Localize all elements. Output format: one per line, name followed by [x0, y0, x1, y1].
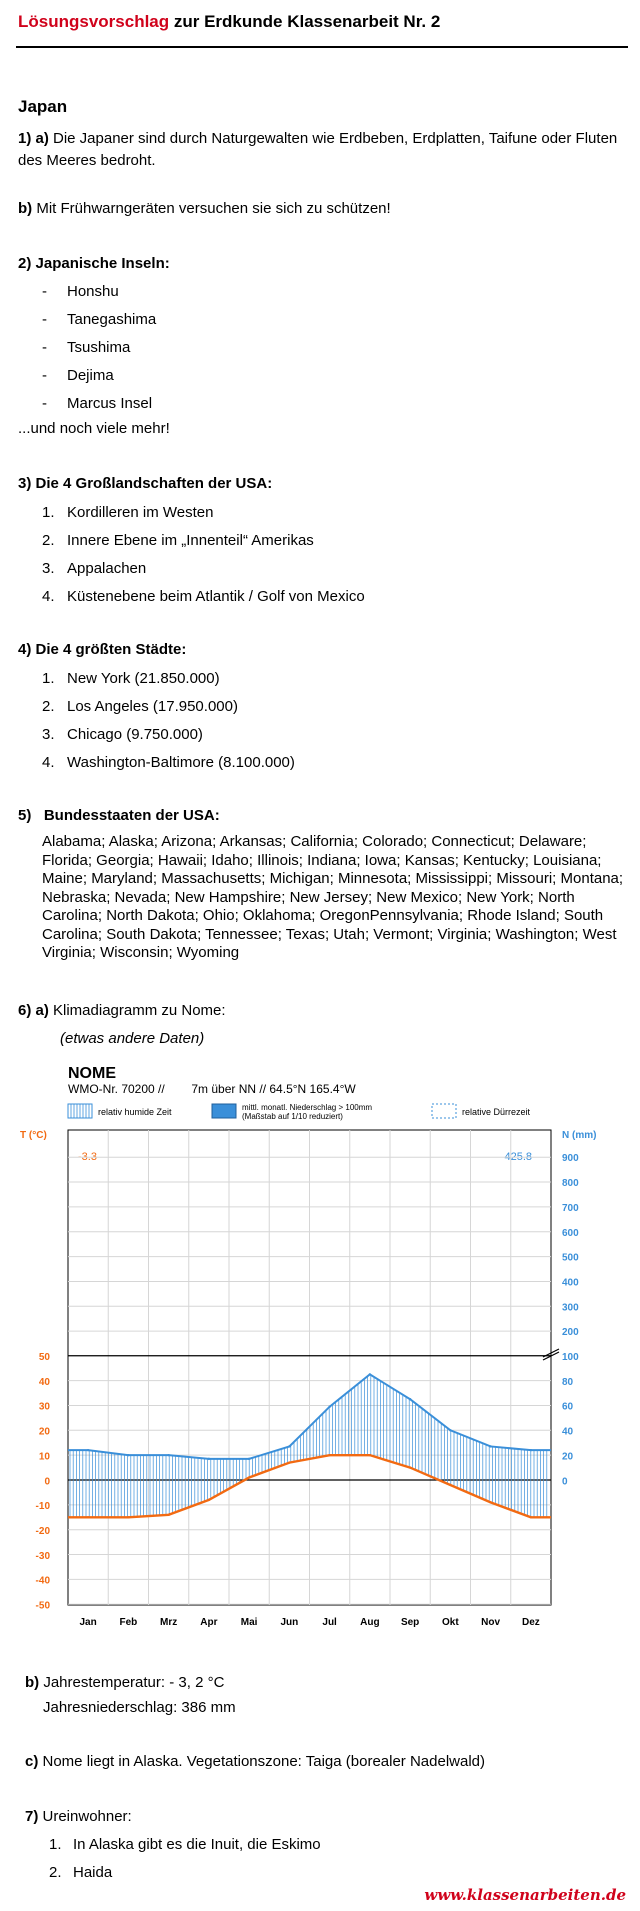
precipitation-point	[328, 1405, 330, 1407]
month-label: Jan	[79, 1617, 97, 1628]
islands-more: ...und noch viele mehr!	[18, 420, 170, 437]
temperature-point	[288, 1461, 290, 1463]
temperature-point	[248, 1476, 250, 1478]
island-item: Marcus Insel	[67, 395, 153, 412]
month-label: Okt	[442, 1617, 459, 1628]
precipitation-point	[208, 1458, 210, 1460]
temperature-point	[369, 1454, 371, 1456]
section-heading-natives: 7) Ureinwohner:	[25, 1808, 132, 1825]
section-heading-cities: 4) Die 4 größten Städte:	[18, 641, 187, 658]
temperature-point	[530, 1516, 532, 1518]
temperature-point	[489, 1501, 491, 1503]
answer-1a: 1) a) Die Japaner sind durch Naturgewalten wie Erdbeben, Erdplatten, Taifune oder Fluten des Meeres bedroht.	[18, 130, 618, 169]
answer-6b-precip: Jahresniederschlag: 386 mm	[43, 1699, 236, 1716]
left-axis-label: T (°C)	[20, 1130, 47, 1141]
native-item: In Alaska gibt es die Inuit, die Eskimo	[73, 1836, 321, 1853]
month-label: Nov	[481, 1617, 501, 1628]
chart-subtitle: WMO-Nr. 70200 // 7m über NN // 64.5°N 165.4°W	[68, 1082, 356, 1096]
temperature-point	[167, 1514, 169, 1516]
legend-precip-swatch	[212, 1104, 236, 1118]
landscape-item: Innere Ebene im „Innenteil“ Amerikas	[67, 532, 314, 549]
landscape-item-marker: 3.	[42, 560, 55, 577]
right-tick-label: 300	[562, 1302, 579, 1314]
island-item: Tanegashima	[67, 311, 157, 328]
right-tick-label: 800	[562, 1178, 579, 1190]
right-tick-label: 400	[562, 1277, 579, 1289]
island-item: Dejima	[67, 367, 114, 384]
month-label: Aug	[360, 1617, 380, 1628]
island-item-marker: -	[42, 311, 47, 328]
temperature-point	[208, 1499, 210, 1501]
island-item: Tsushima	[67, 339, 131, 356]
city-item: New York (21.850.000)	[67, 670, 220, 687]
annual-temp-label: -3.3	[78, 1151, 97, 1163]
precipitation-point	[530, 1449, 532, 1451]
temperature-point	[87, 1516, 89, 1518]
city-item: Washington-Baltimore (8.100.000)	[67, 754, 295, 771]
legend-precip-label-2: (Maßstab auf 1/10 reduziert)	[242, 1112, 343, 1121]
city-item-marker: 3.	[42, 726, 55, 743]
chart-grid	[68, 1130, 559, 1605]
climate-chart	[0, 1060, 640, 1640]
right-tick-label: 80	[562, 1376, 574, 1388]
city-item: Los Angeles (17.950.000)	[67, 698, 238, 715]
legend-humid-label: relativ humide Zeit	[98, 1107, 172, 1117]
annual-precip-label: 425.8	[504, 1151, 532, 1163]
precipitation-point	[489, 1445, 491, 1447]
island-item-marker: -	[42, 283, 47, 300]
island-item-marker: -	[42, 367, 47, 384]
chart-ticks	[36, 1153, 580, 1628]
month-label: Apr	[200, 1617, 218, 1628]
page-title: Lösungsvorschlag zur Erdkunde Klassenarbeit Nr. 2	[18, 12, 441, 31]
month-label: Mai	[240, 1617, 258, 1628]
left-tick-label: -30	[35, 1550, 50, 1562]
month-label: Jun	[280, 1617, 299, 1628]
right-tick-label: 600	[562, 1227, 579, 1239]
right-tick-label: 700	[562, 1202, 579, 1214]
chart-title: NOME	[68, 1065, 116, 1082]
month-label: Sep	[400, 1617, 420, 1628]
right-tick-label: 200	[562, 1327, 579, 1339]
left-tick-label: -10	[35, 1501, 50, 1513]
header-divider	[16, 46, 628, 48]
temperature-point	[127, 1516, 129, 1518]
temperature-point	[449, 1484, 451, 1486]
site-logo[interactable]: www.klassenarbeiten.de	[424, 1886, 626, 1904]
month-label: Mrz	[160, 1617, 178, 1628]
island-item-marker: -	[42, 395, 47, 412]
right-tick-label: 20	[562, 1451, 574, 1463]
precipitation-point	[87, 1449, 89, 1451]
legend-dry-swatch	[432, 1104, 456, 1118]
left-tick-label: 30	[38, 1401, 50, 1413]
section-heading-islands: 2) Japanische Inseln:	[18, 255, 170, 272]
right-tick-label: 500	[562, 1252, 579, 1264]
answer-6c: c) Nome liegt in Alaska. Vegetationszone: Taiga (borealer Nadelwald)	[25, 1753, 485, 1770]
left-tick-label: -40	[35, 1575, 50, 1587]
island-item: Honshu	[67, 283, 119, 300]
city-item-marker: 1.	[42, 670, 55, 687]
left-tick-label: 40	[38, 1376, 50, 1388]
right-tick-label: 40	[562, 1426, 574, 1438]
precipitation-point	[449, 1429, 451, 1431]
landscape-item: Appalachen	[67, 560, 147, 577]
precipitation-point	[409, 1398, 411, 1400]
left-tick-label: -50	[35, 1600, 50, 1612]
climate-note: (etwas andere Daten)	[60, 1030, 205, 1047]
answer-6b-temp: b) Jahrestemperatur: - 3, 2 °C	[25, 1674, 225, 1691]
legend-dry-label: relative Dürrezeit	[462, 1107, 531, 1117]
city-item-marker: 4.	[42, 754, 55, 771]
precipitation-point	[167, 1454, 169, 1456]
city-item-marker: 2.	[42, 698, 55, 715]
legend-precip-label-1: mittl. monatl. Niederschlag > 100mm	[242, 1103, 373, 1112]
island-item-marker: -	[42, 339, 47, 356]
landscape-item-marker: 1.	[42, 504, 55, 521]
answer-1b: b) Mit Frühwarngeräten versuchen sie sich zu schützen!	[18, 200, 391, 217]
native-item-marker: 1.	[49, 1836, 62, 1853]
left-tick-label: -20	[35, 1525, 50, 1537]
native-item-marker: 2.	[49, 1864, 62, 1881]
month-label: Dez	[521, 1617, 540, 1628]
legend-humid-hatch	[71, 1104, 89, 1118]
left-tick-label: 20	[38, 1426, 50, 1438]
month-label: Jul	[322, 1617, 337, 1628]
precipitation-point	[127, 1454, 129, 1456]
section-heading-japan: Japan	[18, 97, 68, 116]
section-heading-states: 5) Bundesstaaten der USA:	[18, 807, 220, 824]
left-tick-label: 50	[38, 1352, 50, 1363]
section-heading-landscapes: 3) Die 4 Großlandschaften der USA:	[18, 475, 273, 492]
city-item: Chicago (9.750.000)	[67, 726, 203, 743]
temperature-point	[328, 1454, 330, 1456]
precipitation-point	[288, 1445, 290, 1447]
landscape-item: Küstenebene beim Atlantik / Golf von Mexico	[67, 588, 365, 605]
temperature-point	[409, 1466, 411, 1468]
landscape-item-marker: 4.	[42, 588, 55, 605]
right-tick-label: 0	[562, 1476, 568, 1488]
month-label: Feb	[119, 1617, 138, 1628]
landscape-item-marker: 2.	[42, 532, 55, 549]
section-heading-climate: 6) a) Klimadiagramm zu Nome:	[18, 1002, 226, 1019]
precipitation-point	[369, 1373, 371, 1375]
states-text: Alabama; Alaska; Arizona; Arkansas; California; Colorado; Connecticut; Delaware; Florida; Georgia; Hawaii; Idaho; Illinois; Indiana; Iowa; Kansas; Kentucky; Louisiana; Maine; Maryland; Massachusetts; Michigan; Minnesota; Mississippi; Missouri; Montana; Nebraska; Nevada; New Hampshire; New Jersey; New Mexico; New York; North Carolina; North Dakota; Ohio; Oklahoma; OregonPennsylvania; Rhode Island; South Carolina; South Dakota; Tennessee; Texas; Utah; Vermont; Virginia; Washington; West Virginia; Wisconsin; Wyoming	[42, 833, 624, 961]
left-tick-label: 0	[44, 1476, 50, 1488]
right-tick-label: 60	[562, 1401, 574, 1413]
right-tick-label: 100	[562, 1352, 579, 1363]
right-axis-label: N (mm)	[562, 1130, 597, 1141]
native-item: Haida	[73, 1864, 113, 1881]
precipitation-point	[248, 1458, 250, 1460]
landscape-item: Kordilleren im Westen	[67, 504, 214, 521]
right-tick-label: 900	[562, 1153, 579, 1165]
left-tick-label: 10	[38, 1451, 50, 1463]
